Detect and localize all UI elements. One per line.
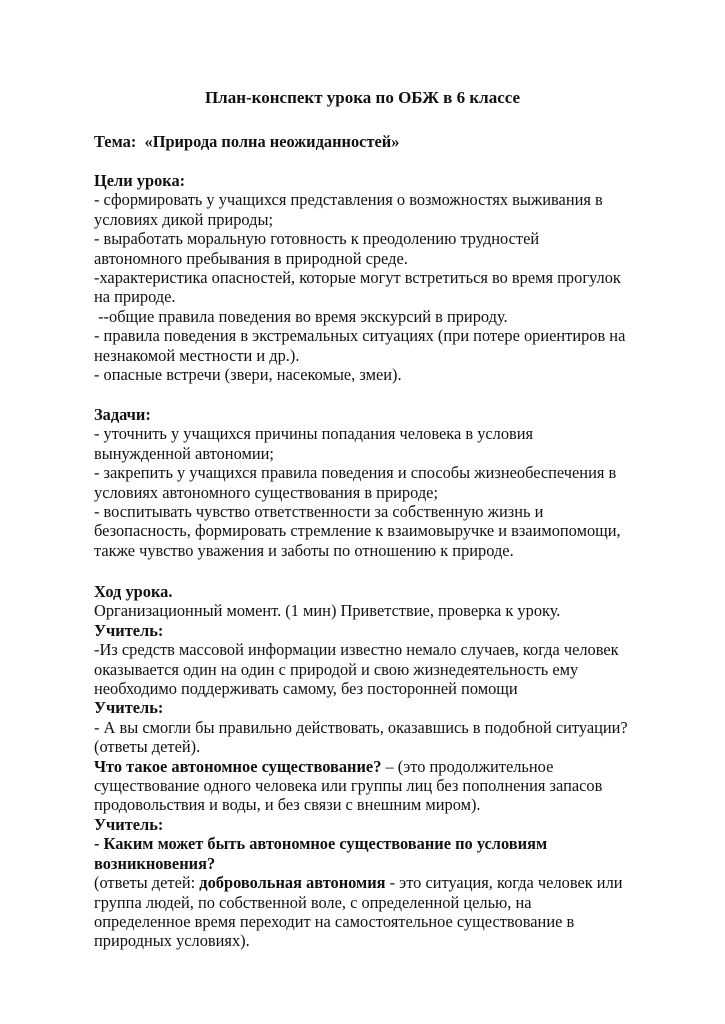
goals-line: незнакомой местности и др.). [94,345,300,365]
answer-line: природных условиях). [94,931,250,951]
goals-line: - сформировать у учащихся представления о возможностях выживания в [94,190,603,210]
topic-value: «Природа полна неожиданностей» [144,132,400,151]
course-section [94,582,674,951]
teacher-label: Учитель: [94,814,164,834]
answer-line [94,873,674,892]
tasks-heading: Задачи: [94,405,151,424]
tasks-line: условиях автономного существования в природе; [94,482,438,502]
autonomy-definition-line: продовольствия и воды, и без связи с внешним миром). [94,795,481,815]
autonomy-rest: – (это продолжительное [381,756,554,776]
goals-line: автономного пребывания в природной среде. [94,248,408,268]
goals-line: --общие правила поведения во время экскурсий в природу. [94,306,508,326]
teacher-question-line: (ответы детей). [94,737,201,757]
answer-line: группа людей, по собственной воле, с определенной целью, на [94,892,532,912]
tasks-section [94,405,674,560]
tasks-line: безопасность, формировать стремление к взаимовыручке и взаимопомощи, [94,521,621,541]
goals-line: - опасные встречи (звери, насекомые, змеи). [94,365,402,385]
tasks-line: - воспитывать чувство ответственности за собственную жизнь и [94,502,544,522]
teacher-label: Учитель: [94,620,164,640]
goals-heading: Цели урока: [94,171,186,190]
goals-section [94,171,674,384]
goals-line: - правила поведения в экстремальных ситуациях (при потере ориентиров на [94,326,626,346]
autonomy-question: Что такое автономное существование? [94,756,382,776]
course-heading: Ход урока. [94,582,173,601]
answer-prefix: (ответы детей: [94,873,200,893]
tasks-line: - уточнить у учащихся причины попадания человека в условия [94,424,534,444]
teacher-question-line: - А вы смогли бы правильно действовать, оказавшись в подобной ситуации? [94,717,628,737]
answer-term: добровольная автономия [199,873,386,893]
teacher-speech-line: оказывается один на один с природой и свою жизнедеятельность ему [94,659,579,679]
autonomy-definition-line [94,757,674,776]
answer-line: определенное время переходит на самостоятельное существование в [94,911,575,931]
org-moment: Организационный момент. (1 мин) Приветствие, проверка к уроку. [94,601,561,621]
goals-line: условиях дикой природы; [94,209,274,229]
autonomy-definition-line: существование одного человека или группы лиц без пополнения запасов [94,776,603,796]
teacher-label: Учитель: [94,698,164,718]
goals-line: - выработать моральную готовность к преодолению трудностей [94,229,540,249]
autonomy-types-question-line: - Каким может быть автономное существование по условиям [94,834,548,854]
goals-line: -характеристика опасностей, которые могут встретиться во время прогулок [94,268,621,288]
tasks-line: - закрепить у учащихся правила поведения и способы жизнеобеспечения в [94,463,617,483]
page-title: План-конспект урока по ОБЖ в 6 классе [204,88,521,107]
answer-rest: - это ситуация, когда человек или [385,873,623,893]
tasks-line: также чувство уважения и заботы по отношению к природе. [94,540,514,560]
goals-line: на природе. [94,287,176,307]
teacher-speech-line: необходимо поддерживать самому, без посторонней помощи [94,679,518,699]
topic-line [94,132,674,151]
tasks-line: вынужденной автономии; [94,443,274,463]
teacher-speech-line: -Из средств массовой информации известно немало случаев, когда человек [94,640,619,660]
topic-label: Тема: [94,132,137,151]
autonomy-types-question-line: возникновения? [94,853,216,873]
